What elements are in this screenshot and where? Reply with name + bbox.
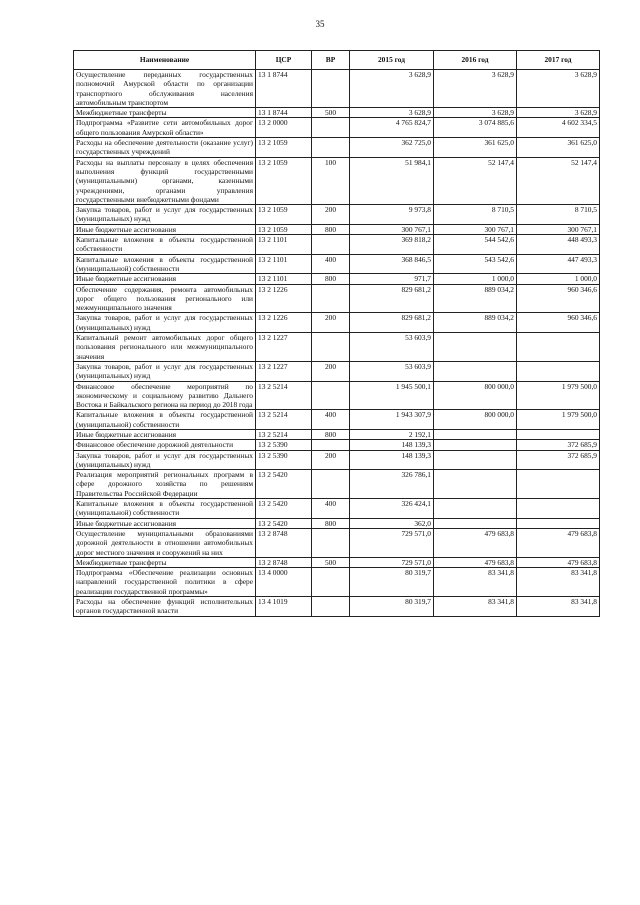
row-2016-cell: 3 074 885,6: [434, 118, 517, 138]
row-2016-cell: [434, 440, 517, 450]
row-vr-cell: 800: [312, 224, 350, 234]
row-2015-cell: 51 984,1: [350, 157, 434, 204]
row-csr-cell: 13 2 0000: [256, 118, 312, 138]
row-csr-cell: 13 2 5420: [256, 499, 312, 519]
table-row: [74, 440, 600, 450]
row-2015-cell: 369 818,2: [350, 235, 434, 255]
row-name-cell: Обеспечение содержания, ремонта автомобильных дорог общего пользования регионального или межмуниципального значения: [74, 284, 256, 313]
row-2015-cell: 148 139,3: [350, 450, 434, 470]
table-row: [74, 557, 600, 567]
row-2016-cell: [434, 429, 517, 439]
row-name-cell: Капитальный ремонт автомобильных дорог общего пользования регионального или межмуниципального значения: [74, 333, 256, 362]
table-row: [74, 381, 600, 410]
row-2015-cell: 3 628,9: [350, 70, 434, 108]
table-row: [74, 313, 600, 333]
table-row: [74, 568, 600, 597]
table-row: [74, 224, 600, 234]
row-csr-cell: 13 2 1101: [256, 235, 312, 255]
row-2015-cell: 729 571,0: [350, 557, 434, 567]
row-2015-cell: 326 424,1: [350, 499, 434, 519]
row-2016-cell: 83 341,8: [434, 597, 517, 617]
row-2016-cell: 479 683,8: [434, 528, 517, 557]
row-vr-cell: 800: [312, 518, 350, 528]
row-csr-cell: 13 2 5390: [256, 440, 312, 450]
row-2016-cell: 543 542,6: [434, 254, 517, 274]
row-2017-cell: [517, 429, 600, 439]
row-csr-cell: 13 1 8744: [256, 70, 312, 108]
row-vr-cell: [312, 597, 350, 617]
table-header-row: [74, 51, 600, 70]
row-vr-cell: 100: [312, 157, 350, 204]
row-csr-cell: 13 4 0000: [256, 568, 312, 597]
row-csr-cell: 13 2 5214: [256, 429, 312, 439]
table-row: [74, 157, 600, 204]
row-2016-cell: 800 000,0: [434, 381, 517, 410]
table-body: [74, 70, 600, 617]
header-vr: ВР: [312, 51, 350, 70]
row-2017-cell: 3 628,9: [517, 70, 600, 108]
row-2016-cell: 361 625,0: [434, 138, 517, 158]
row-2017-cell: [517, 499, 600, 519]
header-2017: 2017 год: [517, 51, 600, 70]
row-csr-cell: 13 2 5390: [256, 450, 312, 470]
row-csr-cell: 13 2 1101: [256, 274, 312, 284]
table-row: [74, 118, 600, 138]
row-name-cell: Расходы на выплаты персоналу в целях обеспечения выполнения функций государственными (муниципальными) органами, казенными учреждениями, органами управления государственными внебюджетными фондами: [74, 157, 256, 204]
row-2016-cell: 1 000,0: [434, 274, 517, 284]
row-2015-cell: 971,7: [350, 274, 434, 284]
row-vr-cell: [312, 470, 350, 499]
row-name-cell: Закупка товаров, работ и услуг для государственных (муниципальных) нужд: [74, 313, 256, 333]
row-csr-cell: 13 2 1227: [256, 361, 312, 381]
row-2017-cell: 83 341,8: [517, 597, 600, 617]
table-row: [74, 410, 600, 430]
row-name-cell: Капитальные вложения в объекты государственной собственности: [74, 235, 256, 255]
row-csr-cell: 13 1 8744: [256, 108, 312, 118]
row-vr-cell: 400: [312, 410, 350, 430]
row-name-cell: Осуществление муниципальными образованиями дорожной деятельности в отношении автомобильных дорог местного значения и сооружений на них: [74, 528, 256, 557]
row-2016-cell: [434, 361, 517, 381]
row-2017-cell: 1 979 500,0: [517, 381, 600, 410]
row-csr-cell: 13 2 1227: [256, 333, 312, 362]
row-csr-cell: 13 2 8748: [256, 528, 312, 557]
row-csr-cell: 13 2 1101: [256, 254, 312, 274]
row-name-cell: Реализация мероприятий региональных программ в сфере дорожного хозяйства по решениям Правительства Российской Федерации: [74, 470, 256, 499]
row-2015-cell: 829 681,2: [350, 313, 434, 333]
row-name-cell: Подпрограмма «Обеспечение реализации основных направлений государственной политики в сфере реализации государственной программы»: [74, 568, 256, 597]
row-2016-cell: [434, 450, 517, 470]
table-row: [74, 518, 600, 528]
row-2015-cell: 326 786,1: [350, 470, 434, 499]
row-2017-cell: [517, 333, 600, 362]
row-2017-cell: 448 493,3: [517, 235, 600, 255]
row-2017-cell: [517, 470, 600, 499]
row-2017-cell: 3 628,9: [517, 108, 600, 118]
row-2017-cell: 960 346,6: [517, 284, 600, 313]
row-2017-cell: 4 602 334,5: [517, 118, 600, 138]
row-name-cell: Финансовое обеспечение мероприятий по экономическому и социальному развитию Дальнего Востока и Байкальского региона на период до 2018 года: [74, 381, 256, 410]
row-vr-cell: 200: [312, 450, 350, 470]
row-name-cell: Расходы на обеспечение деятельности (оказание услуг) государственных учреждений: [74, 138, 256, 158]
row-2015-cell: 148 139,3: [350, 440, 434, 450]
row-csr-cell: 13 4 1019: [256, 597, 312, 617]
row-2015-cell: 829 681,2: [350, 284, 434, 313]
row-csr-cell: 13 2 5420: [256, 470, 312, 499]
row-2017-cell: [517, 361, 600, 381]
row-vr-cell: 200: [312, 361, 350, 381]
table-row: [74, 470, 600, 499]
page-number: 35: [315, 19, 325, 29]
header-name: Наименование: [74, 51, 256, 70]
row-2015-cell: 53 603,9: [350, 361, 434, 381]
table-row: [74, 274, 600, 284]
table-row: [74, 450, 600, 470]
row-2017-cell: 1 979 500,0: [517, 410, 600, 430]
row-2015-cell: 2 192,1: [350, 429, 434, 439]
row-2015-cell: 729 571,0: [350, 528, 434, 557]
row-2016-cell: 300 767,1: [434, 224, 517, 234]
row-2016-cell: 889 034,2: [434, 313, 517, 333]
row-2015-cell: 9 973,8: [350, 205, 434, 225]
row-2017-cell: 960 346,6: [517, 313, 600, 333]
row-name-cell: Иные бюджетные ассигнования: [74, 274, 256, 284]
row-2016-cell: [434, 470, 517, 499]
row-vr-cell: [312, 333, 350, 362]
row-vr-cell: 200: [312, 205, 350, 225]
row-csr-cell: 13 2 1059: [256, 157, 312, 204]
row-2016-cell: [434, 333, 517, 362]
row-csr-cell: 13 2 1059: [256, 205, 312, 225]
row-2015-cell: 3 628,9: [350, 108, 434, 118]
row-name-cell: Финансовое обеспечение дорожной деятельности: [74, 440, 256, 450]
row-csr-cell: 13 2 1059: [256, 224, 312, 234]
row-name-cell: Закупка товаров, работ и услуг для государственных (муниципальных) нужд: [74, 361, 256, 381]
row-vr-cell: [312, 138, 350, 158]
row-vr-cell: 400: [312, 499, 350, 519]
row-vr-cell: [312, 440, 350, 450]
row-vr-cell: 400: [312, 254, 350, 274]
table-row: [74, 528, 600, 557]
table-row: [74, 499, 600, 519]
row-vr-cell: [312, 568, 350, 597]
row-vr-cell: [312, 284, 350, 313]
row-csr-cell: 13 2 5420: [256, 518, 312, 528]
row-2017-cell: 1 000,0: [517, 274, 600, 284]
row-2016-cell: 52 147,4: [434, 157, 517, 204]
table-row: [74, 254, 600, 274]
row-name-cell: Иные бюджетные ассигнования: [74, 429, 256, 439]
row-2015-cell: 1 943 307,9: [350, 410, 434, 430]
row-csr-cell: 13 2 1226: [256, 313, 312, 333]
row-name-cell: Иные бюджетные ассигнования: [74, 224, 256, 234]
row-2017-cell: 52 147,4: [517, 157, 600, 204]
row-2016-cell: 83 341,8: [434, 568, 517, 597]
row-2015-cell: 362,0: [350, 518, 434, 528]
row-2017-cell: 479 683,8: [517, 528, 600, 557]
row-2016-cell: [434, 518, 517, 528]
row-2017-cell: 372 685,9: [517, 450, 600, 470]
row-2017-cell: 8 710,5: [517, 205, 600, 225]
row-vr-cell: 200: [312, 313, 350, 333]
row-2016-cell: 544 542,6: [434, 235, 517, 255]
table-row: [74, 235, 600, 255]
row-name-cell: Осуществление переданных государственных полномочий Амурской области по организации транспортного обслуживания населения автомобильным транспортом: [74, 70, 256, 108]
row-name-cell: Капитальные вложения в объекты государственной (муниципальной) собственности: [74, 410, 256, 430]
row-2015-cell: 300 767,1: [350, 224, 434, 234]
table-row: [74, 597, 600, 617]
row-name-cell: Межбюджетные трансферты: [74, 108, 256, 118]
row-name-cell: Расходы на обеспечение функций исполнительных органов государственной власти: [74, 597, 256, 617]
row-2015-cell: 80 319,7: [350, 568, 434, 597]
row-2017-cell: 447 493,3: [517, 254, 600, 274]
row-2016-cell: 8 710,5: [434, 205, 517, 225]
row-vr-cell: [312, 381, 350, 410]
row-name-cell: Капитальные вложения в объекты государственной (муниципальной) собственности: [74, 254, 256, 274]
row-vr-cell: 800: [312, 429, 350, 439]
header-2015: 2015 год: [350, 51, 434, 70]
row-csr-cell: 13 2 1226: [256, 284, 312, 313]
row-2015-cell: 1 945 500,1: [350, 381, 434, 410]
row-2016-cell: [434, 499, 517, 519]
row-vr-cell: [312, 235, 350, 255]
row-csr-cell: 13 2 1059: [256, 138, 312, 158]
row-csr-cell: 13 2 5214: [256, 410, 312, 430]
row-2017-cell: 361 625,0: [517, 138, 600, 158]
header-csr: ЦСР: [256, 51, 312, 70]
row-name-cell: Капитальные вложения в объекты государственной (муниципальной) собственности: [74, 499, 256, 519]
row-2015-cell: 368 846,5: [350, 254, 434, 274]
row-vr-cell: [312, 118, 350, 138]
row-name-cell: Межбюджетные трансферты: [74, 557, 256, 567]
row-csr-cell: 13 2 5214: [256, 381, 312, 410]
row-csr-cell: 13 2 8748: [256, 557, 312, 567]
table-row: [74, 138, 600, 158]
row-name-cell: Закупка товаров, работ и услуг для государственных (муниципальных) нужд: [74, 450, 256, 470]
table-row: [74, 108, 600, 118]
row-2015-cell: 362 725,0: [350, 138, 434, 158]
row-name-cell: Иные бюджетные ассигнования: [74, 518, 256, 528]
table-row: [74, 361, 600, 381]
row-vr-cell: 800: [312, 274, 350, 284]
row-name-cell: Подпрограмма «Развитие сети автомобильных дорог общего пользования Амурской области»: [74, 118, 256, 138]
table-row: [74, 70, 600, 108]
row-vr-cell: 500: [312, 108, 350, 118]
row-vr-cell: [312, 528, 350, 557]
budget-table: [73, 50, 600, 617]
table-row: [74, 205, 600, 225]
header-2016: 2016 год: [434, 51, 517, 70]
row-2017-cell: 479 683,8: [517, 557, 600, 567]
row-2017-cell: [517, 518, 600, 528]
table-row: [74, 429, 600, 439]
row-2017-cell: 83 341,8: [517, 568, 600, 597]
table-row: [74, 333, 600, 362]
table-row: [74, 284, 600, 313]
row-vr-cell: [312, 70, 350, 108]
row-2015-cell: 4 765 824,7: [350, 118, 434, 138]
row-2016-cell: 800 000,0: [434, 410, 517, 430]
row-2016-cell: 889 034,2: [434, 284, 517, 313]
row-2015-cell: 53 603,9: [350, 333, 434, 362]
row-vr-cell: 500: [312, 557, 350, 567]
row-2017-cell: 372 685,9: [517, 440, 600, 450]
row-2017-cell: 300 767,1: [517, 224, 600, 234]
row-name-cell: Закупка товаров, работ и услуг для государственных (муниципальных) нужд: [74, 205, 256, 225]
row-2015-cell: 80 319,7: [350, 597, 434, 617]
row-2016-cell: 3 628,9: [434, 70, 517, 108]
row-2016-cell: 479 683,8: [434, 557, 517, 567]
row-2016-cell: 3 628,9: [434, 108, 517, 118]
